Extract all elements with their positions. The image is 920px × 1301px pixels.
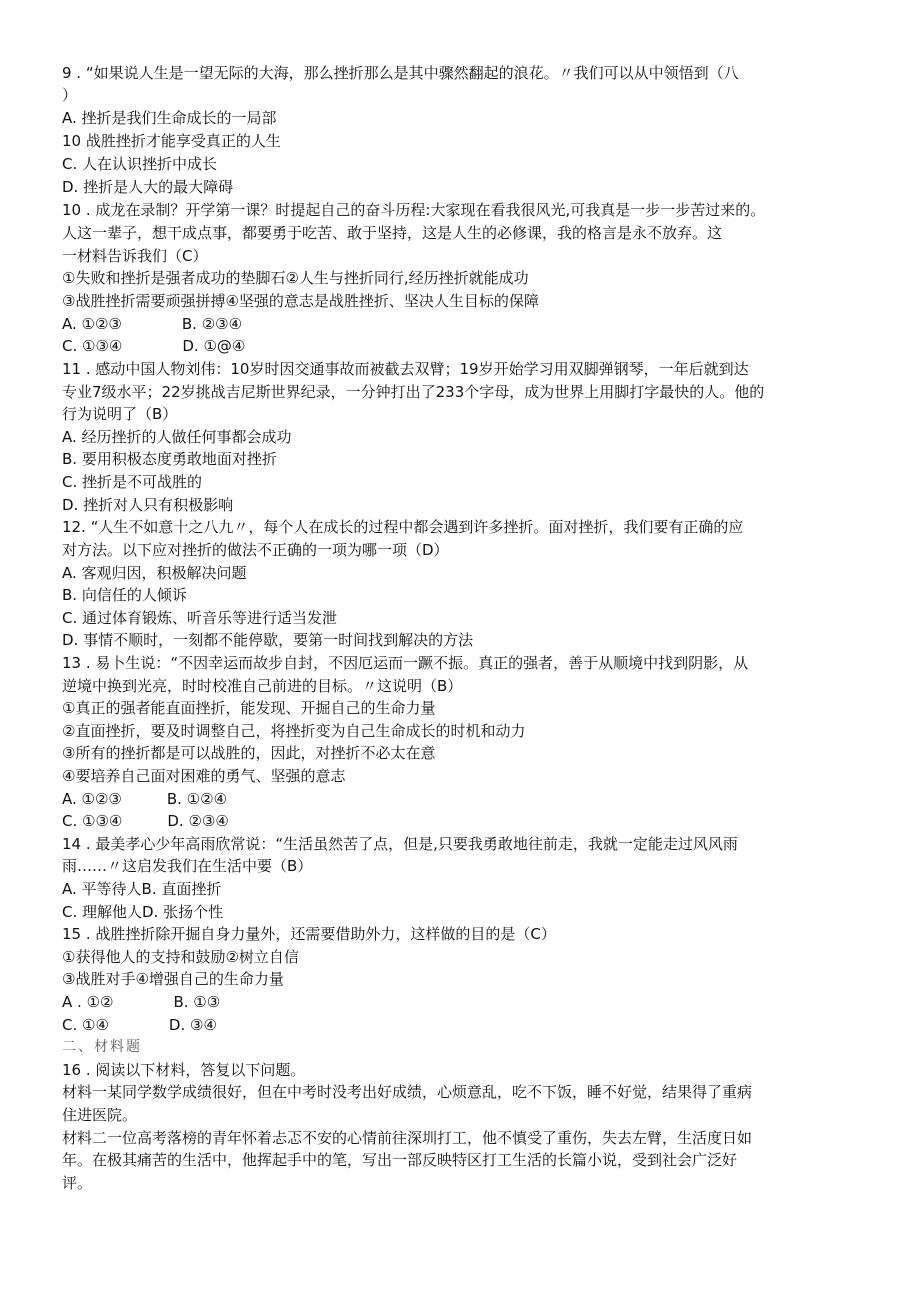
q13-options-a-b: A. ①②③ B. ①②④ xyxy=(62,790,228,808)
q13-options-c-d: C. ①③④ D. ②③④ xyxy=(62,812,229,830)
q16-stem: 16 . 阅读以下材料，答复以下问题。 xyxy=(62,1061,306,1079)
q11-option-c: C. 挫折是不可战胜的 xyxy=(62,473,203,491)
q10-statement-1-2: ①失败和挫折是强者成功的垫脚石②人生与挫折同行,经历挫折就能成功 xyxy=(62,269,529,287)
q15-statement-1-2: ①获得他人的支持和鼓励②树立自信 xyxy=(62,948,299,966)
q13-statement-3: ③所有的挫折都是可以战胜的，因此，对挫折不必太在意 xyxy=(62,744,436,762)
q12-option-a: A. 客观归因，积极解决问题 xyxy=(62,564,247,582)
q9-option-b: 10 战胜挫折才能享受真正的人生 xyxy=(62,132,281,150)
q10-stem-line-3: 一材料告诉我们（C） xyxy=(62,247,208,265)
q13-statement-2: ②直面挫折，要及时调整自己，将挫折变为自己生命成长的时机和动力 xyxy=(62,722,526,740)
q11-stem-line-2: 专业7级水平；22岁挑战吉尼斯世界纪录，一分钟打出了233个字母，成为世界上用脚打字最快的人。他的 xyxy=(62,383,765,401)
q16-material-1-line-2: 住进医院。 xyxy=(62,1106,138,1124)
q9-option-d: D. 挫折是人大的最大障碍 xyxy=(62,178,234,196)
q15-options-c-d: C. ①④ D. ③④ xyxy=(62,1016,217,1034)
q9-option-c: C. 人在认识挫折中成长 xyxy=(62,155,218,173)
q14-options-a-b: A. 平等待人B. 直面挫折 xyxy=(62,880,222,898)
q12-option-b: B. 向信任的人倾诉 xyxy=(62,586,187,604)
q9-stem-line-1: 9 . “如果说人生是一望无际的大海，那么挫折那么是其中骤然翻起的浪花。〃我们可以从中领悟到（八 xyxy=(62,64,739,82)
q16-material-2-line-3: 评。 xyxy=(62,1174,93,1192)
q12-stem-line-1: 12. “人生不如意十之八九〃，每个人在成长的过程中都会遇到许多挫折。面对挫折，我们要有正确的应 xyxy=(62,518,744,536)
q16-material-2-line-1: 材料二一位高考落榜的青年怀着忐忑不安的心情前往深圳打工，他不慎受了重伤，失去左臂，生活度日如 xyxy=(62,1129,753,1147)
q13-stem-line-1: 13 . 易卜生说：“不因幸运而故步自封，不因厄运而一蹶不振。真正的强者，善于从顺境中找到阴影，从 xyxy=(62,654,749,672)
q11-stem-line-3: 行为说明了（B） xyxy=(62,405,178,423)
q13-statement-4: ④要培养自己面对困难的勇气、坚强的意志 xyxy=(62,767,346,785)
section-heading-material: 二、材料题 xyxy=(62,1039,142,1055)
q11-option-b: B. 要用积极态度勇敢地面对挫折 xyxy=(62,450,277,468)
q14-stem-line-2: 雨……〃这启发我们在生活中要（B） xyxy=(62,857,313,875)
q15-stem: 15 . 战胜挫折除开掘自身力量外，还需要借助外力，这样做的目的是（C） xyxy=(62,925,556,943)
q16-material-2-line-2: 年。在极其痛苦的生活中，他挥起手中的笔，写出一部反映特区打工生活的长篇小说，受到社会广泛好 xyxy=(62,1151,738,1169)
q10-stem-line-1: 10 . 成龙在录制？开学第一课？时提起自己的奋斗历程:大家现在看我很风光,可我真是一步一步苦过来的。 xyxy=(62,201,766,219)
q15-options-a-b: A . ①② B. ①③ xyxy=(62,993,221,1011)
q13-stem-line-2: 逆境中换到光亮，时时校准自己前进的目标。〃这说明（B） xyxy=(62,677,463,695)
q9-stem-line-2: ） xyxy=(62,86,78,104)
q11-option-a: A. 经历挫折的人做任何事都会成功 xyxy=(62,428,292,446)
q12-option-d: D. 事情不顺时，一刻都不能停歇，要第一时间找到解决的方法 xyxy=(62,631,474,649)
q14-options-c-d: C. 理解他人D. 张扬个性 xyxy=(62,903,224,921)
q12-stem-line-2: 对方法。以下应对挫折的做法不正确的一项为哪一项（D） xyxy=(62,541,449,559)
q12-option-c: C. 通过体育锻炼、听音乐等进行适当发泄 xyxy=(62,609,338,627)
q10-statement-3-4: ③战胜挫折需要顽强拼搏④坚强的意志是战胜挫折、坚决人生目标的保障 xyxy=(62,292,539,310)
q15-statement-3-4: ③战胜对手④增强自己的生命力量 xyxy=(62,970,284,988)
q10-options-a-b: A. ①②③ B. ②③④ xyxy=(62,315,243,333)
q11-option-d: D. 挫折对人只有积极影响 xyxy=(62,496,234,514)
q9-option-a: A. 挫折是我们生命成长的一局部 xyxy=(62,109,277,127)
q14-stem-line-1: 14 . 最美孝心少年高雨欣常说：“生活虽然苦了点，但是,只要我勇敢地往前走，我就一定能走过风风雨 xyxy=(62,835,738,853)
q11-stem-line-1: 11 . 感动中国人物刘伟：10岁时因交通事故而被截去双臂；19岁开始学习用双脚弹钢琴，一年后就到达 xyxy=(62,360,749,378)
q13-statement-1: ①真正的强者能直面挫折，能发现、开掘自己的生命力量 xyxy=(62,699,436,717)
q10-options-c-d: C. ①③④ D. ①@④ xyxy=(62,337,246,355)
q10-stem-line-2: 人这一辈子，想干成点事，都要勇于吃苦、敢于坚持，这是人生的必修课，我的格言是永不放弃。这 xyxy=(62,224,723,242)
q16-material-1-line-1: 材料一某同学数学成绩很好，但在中考时没考出好成绩，心烦意乱，吃不下饭，睡不好觉，结果得了重病 xyxy=(62,1083,753,1101)
